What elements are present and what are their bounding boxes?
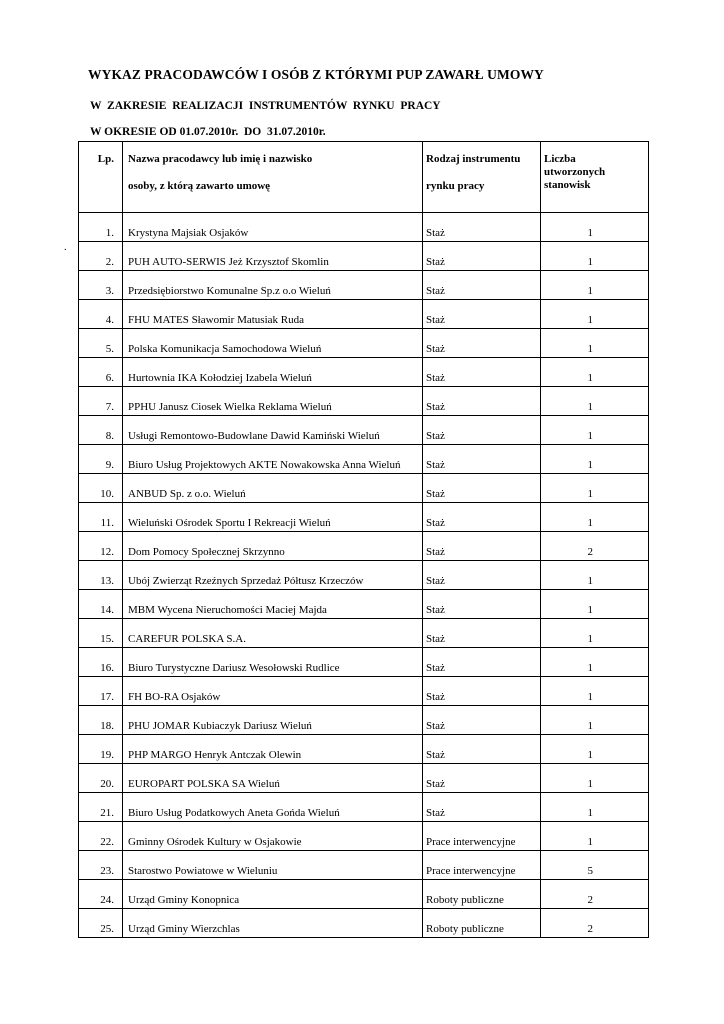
row-lp: 21.	[79, 793, 123, 822]
table-row	[79, 416, 649, 445]
table-row	[79, 300, 649, 329]
row-type: Staż	[423, 532, 541, 561]
row-lp: 19.	[79, 735, 123, 764]
row-lp: 15.	[79, 619, 123, 648]
row-lp: 11.	[79, 503, 123, 532]
row-type: Roboty publiczne	[423, 880, 541, 909]
table-row	[79, 329, 649, 358]
row-name: CAREFUR POLSKA S.A.	[123, 619, 423, 648]
table-row	[79, 474, 649, 503]
row-name: Urząd Gminy Konopnica	[123, 880, 423, 909]
row-count: 1	[541, 590, 649, 619]
header-type-line1: Rodzaj instrumentu	[426, 153, 521, 165]
employers-table	[78, 141, 649, 938]
row-type: Staż	[423, 387, 541, 416]
row-name: Starostwo Powiatowe w Wieluniu	[123, 851, 423, 880]
row-type: Staż	[423, 764, 541, 793]
table-row	[79, 793, 649, 822]
row-type: Staż	[423, 503, 541, 532]
row-lp: 1.	[79, 213, 123, 242]
row-name: Gminny Ośrodek Kultury w Osjakowie	[123, 822, 423, 851]
row-name: Wieluński Ośrodek Sportu I Rekreacji Wieluń	[123, 503, 423, 532]
document-title: WYKAZ PRACODAWCÓW I OSÓB Z KTÓRYMI PUP ZAWARŁ UMOWY	[88, 67, 544, 82]
row-type: Staż	[423, 706, 541, 735]
row-lp: 4.	[79, 300, 123, 329]
row-lp: 22.	[79, 822, 123, 851]
row-type: Staż	[423, 300, 541, 329]
row-name: PHU JOMAR Kubiaczyk Dariusz Wieluń	[123, 706, 423, 735]
row-name: Polska Komunikacja Samochodowa Wieluń	[123, 329, 423, 358]
row-lp: 24.	[79, 880, 123, 909]
table-row	[79, 561, 649, 590]
row-lp: 25.	[79, 909, 123, 938]
row-lp: 7.	[79, 387, 123, 416]
row-lp: 10.	[79, 474, 123, 503]
row-count: 2	[541, 909, 649, 938]
table-row	[79, 822, 649, 851]
table-row	[79, 851, 649, 880]
header-name	[123, 142, 423, 213]
row-name: Przedsiębiorstwo Komunalne Sp.z o.o Wieluń	[123, 271, 423, 300]
row-count: 1	[541, 242, 649, 271]
row-lp: 18.	[79, 706, 123, 735]
row-type: Roboty publiczne	[423, 909, 541, 938]
row-count: 1	[541, 706, 649, 735]
row-count: 1	[541, 445, 649, 474]
table-row	[79, 445, 649, 474]
row-name: PHP MARGO Henryk Antczak Olewin	[123, 735, 423, 764]
row-count: 1	[541, 503, 649, 532]
table-row	[79, 358, 649, 387]
header-count-line3: stanowisk	[544, 179, 591, 191]
header-type-line2: rynku pracy	[426, 180, 485, 192]
row-type: Staż	[423, 445, 541, 474]
table-row	[79, 677, 649, 706]
header-lp: Lp.	[79, 142, 123, 213]
row-count: 1	[541, 300, 649, 329]
row-lp: 6.	[79, 358, 123, 387]
row-name: PPHU Janusz Ciosek Wielka Reklama Wieluń	[123, 387, 423, 416]
row-type: Staż	[423, 213, 541, 242]
row-name: ANBUD Sp. z o.o. Wieluń	[123, 474, 423, 503]
row-count: 1	[541, 764, 649, 793]
row-count: 1	[541, 416, 649, 445]
row-name: Biuro Turystyczne Dariusz Wesołowski Rudlice	[123, 648, 423, 677]
row-lp: 3.	[79, 271, 123, 300]
row-type: Staż	[423, 416, 541, 445]
row-count: 1	[541, 387, 649, 416]
row-lp: 14.	[79, 590, 123, 619]
row-lp: 13.	[79, 561, 123, 590]
row-name: Biuro Usług Projektowych AKTE Nowakowska Anna Wieluń	[123, 445, 423, 474]
header-name-line1: Nazwa pracodawcy lub imię i nazwisko	[128, 153, 313, 165]
header-type	[423, 142, 541, 213]
row-lp: 20.	[79, 764, 123, 793]
row-name: Dom Pomocy Społecznej Skrzynno	[123, 532, 423, 561]
row-name: PUH AUTO-SERWIS Jeż Krzysztof Skomlin	[123, 242, 423, 271]
row-count: 1	[541, 561, 649, 590]
row-name: Ubój Zwierząt Rzeźnych Sprzedaż Półtusz Krzeczów	[123, 561, 423, 590]
row-type: Staż	[423, 590, 541, 619]
row-name: MBM Wycena Nieruchomości Maciej Majda	[123, 590, 423, 619]
row-name: FH BO-RA Osjaków	[123, 677, 423, 706]
row-count: 2	[541, 532, 649, 561]
table-row	[79, 532, 649, 561]
table-row	[79, 590, 649, 619]
document-period: W OKRESIE OD 01.07.2010r. DO 31.07.2010r.	[90, 126, 326, 138]
row-type: Prace interwencyjne	[423, 851, 541, 880]
row-name: Usługi Remontowo-Budowlane Dawid Kamiński Wieluń	[123, 416, 423, 445]
table-row	[79, 764, 649, 793]
row-type: Staż	[423, 735, 541, 764]
table-row	[79, 503, 649, 532]
row-name: Hurtownia IKA Kołodziej Izabela Wieluń	[123, 358, 423, 387]
table-row	[79, 619, 649, 648]
row-count: 1	[541, 677, 649, 706]
row-type: Staż	[423, 329, 541, 358]
row-lp: 23.	[79, 851, 123, 880]
row-lp: 5.	[79, 329, 123, 358]
row-type: Prace interwencyjne	[423, 822, 541, 851]
row-type: Staż	[423, 474, 541, 503]
row-count: 1	[541, 358, 649, 387]
row-name: Urząd Gminy Wierzchlas	[123, 909, 423, 938]
row-count: 5	[541, 851, 649, 880]
row-type: Staż	[423, 648, 541, 677]
row-count: 1	[541, 648, 649, 677]
row-type: Staż	[423, 358, 541, 387]
table-header-row	[79, 142, 649, 213]
row-name: Krystyna Majsiak Osjaków	[123, 213, 423, 242]
row-name: Biuro Usług Podatkowych Aneta Gońda Wieluń	[123, 793, 423, 822]
table-row	[79, 909, 649, 938]
header-name-line2: osoby, z którą zawarto umowę	[128, 180, 271, 192]
row-count: 1	[541, 329, 649, 358]
table-row	[79, 735, 649, 764]
header-count	[541, 142, 649, 213]
row-lp: 17.	[79, 677, 123, 706]
row-count: 1	[541, 474, 649, 503]
row-count: 1	[541, 793, 649, 822]
stray-mark: .	[64, 242, 67, 253]
row-type: Staż	[423, 793, 541, 822]
row-count: 2	[541, 880, 649, 909]
row-count: 1	[541, 822, 649, 851]
row-name: EUROPART POLSKA SA Wieluń	[123, 764, 423, 793]
row-count: 1	[541, 619, 649, 648]
row-count: 1	[541, 735, 649, 764]
row-lp: 2.	[79, 242, 123, 271]
row-type: Staż	[423, 242, 541, 271]
header-count-line1: Liczba	[544, 153, 576, 165]
row-lp: 9.	[79, 445, 123, 474]
header-count-line2: utworzonych	[544, 166, 606, 178]
table-row	[79, 648, 649, 677]
row-lp: 12.	[79, 532, 123, 561]
row-type: Staż	[423, 677, 541, 706]
table-row	[79, 880, 649, 909]
row-type: Staż	[423, 561, 541, 590]
row-lp: 16.	[79, 648, 123, 677]
row-type: Staż	[423, 271, 541, 300]
table-row	[79, 271, 649, 300]
table-row	[79, 213, 649, 242]
row-name: FHU MATES Sławomir Matusiak Ruda	[123, 300, 423, 329]
table-row	[79, 706, 649, 735]
row-count: 1	[541, 271, 649, 300]
document-subtitle: W ZAKRESIE REALIZACJI INSTRUMENTÓW RYNKU PRACY	[90, 100, 441, 112]
row-type: Staż	[423, 619, 541, 648]
row-lp: 8.	[79, 416, 123, 445]
table-row	[79, 387, 649, 416]
row-count: 1	[541, 213, 649, 242]
table-row	[79, 242, 649, 271]
